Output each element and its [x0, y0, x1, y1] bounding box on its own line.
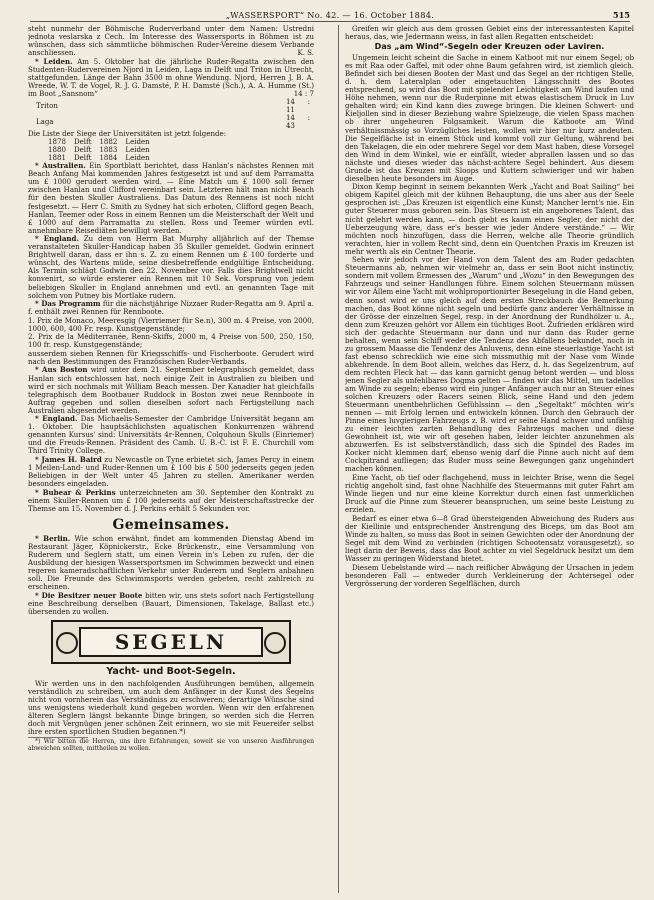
baird-paragraph: * James H. Baird zu Newcastle on Tyne erbietet sich, James Percy in einem 1 Meilen-Land- und Ruder-Rennen um £ 100 bis £ 500 jederseits gegen jeden Beliebigen in der Welt unter 45 Jahren zu stellen. Amerikaner werden besonders eingeladen.: [28, 454, 314, 489]
ornament-right-icon: [264, 632, 286, 654]
intro-paragraph: Greifen wir gleich aus dem grossen Gebiet eins der interessantesten Kapitel heraus, das, wie Jedermann weiss, in fast allen Regatten entscheidet:: [345, 25, 634, 42]
running-header: [30, 9, 630, 22]
article-paragraph: Sehen wir jedoch vor der Hand von dem Talent des am Ruder gedachten Steuermanns ab, nehmen wir vielmehr an, dass er sein Boot nicht instinctiv, sondern mit vollem Ermessen des „Warum“ und „Wozu“ in den Bewegungen des Fahrzeugs und seiner Handlungen führe. Einem solchen Steuermann müssen wir vor Allem eine Yacht mit wohlproportionirter Besegelung in die Hand geben, denn sonst wird er uns gleich auf dem ersten Streckbauch die Bemerkung machen, das Boot könne nicht segeln und bedürfe ganz anderer Verhältnisse in der Grösse der einzelnen Segel, resp. in der Anordnung der Rundhölzer u. A., denn zum Kreuzen gehört vor Allem ein tüchtiges Boot. Zufrieden erklären wird sich der gedachte Steuermann nur dann und nur dann das Ruder gerne behalten, wenn sein Schiff weder die Tendenz des Abfallens bekundet, noch in zu grossem Maasse die Tendenz des Anluvens, denn eine steuerlastige Yacht ist fast ebenso schrecklich wie eine sich missmuthig mit der Nase vom Winde abkehrende. In dem Boot allein, welches das Herz, d. h. das Segelzentrum, auf dem rechten Fleck hat — das kann garnicht genug betont werden — und bloss jenen Segler als unfehlbares Dogma gelten — finden wir das Mittel, um tadellos am Winde zu segeln; ebenso wird ein junger Anfänger auch nur an Steuer eines solchen Kreuzers oder Racers seinen Blick, seine Hand und den jedem Steuermann unentbehrlichen Gefühlssinn — den „Segeltakt“ möchten wir's nennen — mit Erfolg lernen und entwickeln können. Durch den Gebrauch der Pinne eines luvgierigen Fahrzeugs z. B. wird er seine Hand schwer und unfähig zu einer leichten zarten Behandlung des Fahrzeugs machen und diese Gewohnheit ist, wie wir oft gesehen haben, leider leichter anzunehmen als abzuwerfen. Es ist selbstverständlich, dass sich die Spindel des Rades im Kocker nicht klemmen darf, ebenso wenig darf die Pinne auch nicht auf dem Cockpitrand aufliegen; das Ruder muss seine Bewegungen ganz ungehindert machen können.: [345, 255, 634, 474]
bohemia-paragraph: steht nunmehr der Böhmische Ruderverband unter dem Namen: Ustredni jednota veslarska z Cech. Im Interesse des Wassersports in Böhmen ist zu wünschen, dass sich sämmtliche böhmischen Ruder-Vereine diesem Verbande anschliessen. K. S.: [28, 25, 314, 58]
section-title-gemeinsames: Gemeinsames.: [112, 516, 230, 533]
article-paragraph: Bedarf es einer etwa 6—8 Grad übersteigenden Abweichung des Ruders aus der Kiellinie und entsprechender Anstrengung des Biceps, um das Boot am Winde zu halten, so muss das Boot in seinen Gewichten oder der Anordnung der Segel mit dem Wind zu verbinden (richtigen Schootensatz vorausgesetzt), so liegt darin der Beweis, dass das Boot achter zu viel Segeldruck besitzt um dem Wasser zu geringen Widerstand bietet.: [345, 513, 634, 563]
australien-paragraph: * Australien. Ein Sportblatt berichtet, dass Hanlan's nächstes Rennen mit Beach Anfang Mai kommenden Jahres festgesetzt ist und auf dem Parramatta um £ 1000 gerudert werden wird. — Eine Match um £ 1000 soll ferner zwischen Hanlan und Clifford vereinbart sein. Letzteren hält man nicht Beach für den besten Skuller Australiens. Das Datum des Rennens ist noch nicht festgesetzt. — Herr C. Smith zu Sydney hat sich erboten, Clifford gegen Beach, Hanlan, Teemer oder Ross in einem Rennen um die Meisterschaft der Welt und £ 1000 auf dem Parramatta zu stellen. Ross und Teemer würden evtl. annehmbare Reisediäten bewilligt werden.: [28, 161, 314, 235]
regatta-results-table: [36, 98, 314, 130]
article-title: Das „am Wind“-Segeln oder Kreuzen oder Laviren.: [374, 42, 605, 52]
leiden-lead: * Leiden.: [35, 56, 73, 66]
segeln-section-banner: [51, 620, 291, 664]
table-row: 1878 Delft 1882 Leiden: [48, 137, 150, 147]
table-row: 1880 Delft 1883 Leiden: [48, 145, 150, 155]
yacht-title: Yacht- und Boot-Segeln.: [106, 665, 236, 677]
prize-item: 1. Prix de Monaco, Meeresgig (Vierriemer für Se.n), 300 m. 4 Preise, von 2000, 1000, 600, 400 Fr. resp. Kunstgegenstände;: [28, 315, 314, 333]
berlin-paragraph: * Berlin. Wie schon erwähnt, findet am kommenden Dienstag Abend im Restaurant Jäger, Köpnickerstr., Ecke Brückenstr., eine Versammlung von Ruderern und Seglern statt, um einen Verein in's Leben zu rufen, der die Ausbildung der hiesigen Wassersportsmen im Schwimmen bezweckt und einen regeren kameradschaftlichen Verkehr unter Ruderern und Seglern anbahnen soll. Die Freunde des Schwimmsports werden gebeten, recht zahlreich zu erscheinen.: [28, 533, 314, 592]
right-column: [345, 25, 634, 895]
programm-tail: ausserdem sieben Rennen für Kriegsschiffs- und Fischerboote. Gerudert wird nach den Bestimmungen des Französischen Ruder-Verbands.: [28, 348, 314, 366]
banner-title: SEGELN: [114, 629, 228, 654]
programm-paragraph: * Das Programm für die nächstjährige Nizzaer Ruder-Regatta am 9. April a. f. enthält zwei Rennen für Rennboote.: [28, 299, 314, 317]
header-title: „WASSERSPORT“ No. 42. — 16. October 1884.: [225, 10, 435, 20]
boote-paragraph: * Die Besitzer neuer Boote bitten wir, uns stets sofort nach Fertigstellung eine Beschreibung derselben (Bauart, Dimensionen, Takelage, Ballast etc.) übersenden zu wollen.: [28, 590, 314, 616]
ornament-left-icon: [56, 632, 78, 654]
boston-paragraph: * Aus Boston wird unter dem 21. September telegraphisch gemeldet, dass Hanlan sich entschlossen hat, noch einige Zeit in Australien zu bleiben und wird er sich nochmals mit William Beach messen. Der Kanadier hat gleichfalls telegraphisch dem Bootbauer Ruddock in Boston zwei neue Rennboote in Auftrag gegeben und sollen dieselben sofort nach Fertigstellung nach Australien abgesendet werden.: [28, 365, 314, 415]
page-number: 515: [612, 10, 630, 20]
article-paragraph: Eine Yacht, ob tief oder flachgehend, muss in leichter Brise, wenn die Segel richtig angeholt sind, fast ohne Nachhilfe des Steuermanns mit guter Fahrt am Winde liegen und nur eine kleine Korrektur durch einen fast unmerklichen Druck auf die Pinne zum Steuerer beanspruchen, um seine beste Leistung zu erzielen.: [345, 473, 634, 515]
winners-table: [48, 138, 158, 162]
signature: K. S.: [297, 48, 314, 58]
article-paragraph: Ungemein leicht scheint die Sache in einem Katboot mit nur einem Segel; ob es mit Raa oder Gaffel, mit oder ohne Baum gefahren wird, ist ziemlich gleich. Befindet sich bei diesen Booten der Mast und das Segel an der richtigen Stelle, d. h. dem Lateralplan oder eingetauchten Längsschnitt des Bootes entsprechend, so wird das Boot mit spielender Leichtigkeit am Wind laufen und Höhe nehmen, wenn nur die Ruderpinne mit etwas elastischem Druck in Luv gehalten wird; ein Kind kann dies zuwege bringen. Die kleinen Schwert- und Kieljollen sind in dieser Beziehung wahre Spielzeuge, die vielen Spass machen ob ihrer ungeheuren Folgsamkeit. Warum die Katboote am Wind verhältnissmässig so Vorzügliches leisten, wollen wir hier nur kurz andeuten. Die Segelfläche ist in einem Stück und kommt voll zur Geltung, während bei den Takelagen, die ein oder mehrere Segel vor dem Mast haben, diese Vorsegel den Wind in dem Winkel, wie er einfällt, wieder abprallen lassen und so das nächste und dieses wieder das nächst-achtere Segel behindert. Aus diesem Grunde ist das Kreuzen mit Sloops und Kuttern schwieriger und wir haben dieselben heute besonders im Auge.: [345, 53, 634, 183]
england-paragraph-1: * England. Zu dem von Herrn Bat Murphy alljährlich auf der Themse veranstalteten Skuller-Handicap haben 35 Skuller gemeldet. Godwin erinnert Brightwell daran, dass er ihn s. Z. zu einem Rennen um £ 100 forderte und wünscht, des Wartens müde, seine diesbetreffende endgültige Entscheidung. Als Termin schlägt Godwin den 22. November vor. Falls dies Brightwell nicht konvenirt, so würde ersterer ein Rennen mit 10 Sek. Vorsprung von jedem beliebigen Skuller in England annehmen und evtl. an genannten Tage mit solchem von Putney bis Mortlake rudern.: [28, 234, 314, 300]
yacht-intro-paragraph: Wir werden uns in den nachfolgenden Ausführungen bemühen, allgemein verständlich zu schreiben, um auch dem Anfänger in der Kunst des Segelns nicht von vornherein das Verständniss zu erschweren; derartige Wünsche sind uns wenigstens wiederholt kund gegeben worden. Wenn wir den erfahrenen älteren Seglern längst bekannte Dinge bringen, so werden sich die Herren doch mit Vergnügen jener schönen Zeit erinnern, wo sie mit Feuereifer selbst ihre ersten sportlichen Studien begannen.*): [28, 678, 314, 737]
banner-frame: [79, 627, 263, 657]
prize-item: 2. Prix de la Méditerranée, Renn-Skiffs, 2000 m, 4 Preise von 500, 250, 150, 100 fr. resp. Kunstgegenstände;: [28, 332, 314, 350]
leiden-paragraph: * Leiden. Am 5. Oktober hat die jährliche Ruder-Regatta zwischen den Studenten-Rudervereinen Njord in Leiden, Laga in Delft und Triton in Utrecht, stattgefunden. Länge der Bahn 3500 m ohne Wendung. Njord, Herren J. B. A. Wreede, W. T. de Vogel, R. J. G. Damsté, P. H. Damsté (Sch.), A. A. Humme (St.) im Boot „Sansnom“ 14 : 7: [28, 56, 314, 98]
table-row: 1881 Delft 1884 Leiden: [48, 153, 150, 163]
column-divider: [338, 25, 339, 893]
table-row: Laga 14 : 43: [36, 113, 310, 131]
table-row: Triton 14 : 11: [36, 96, 310, 114]
winners-intro: Die Liste der Siege der Universitäten ist jetzt folgende:: [28, 129, 227, 139]
footnote: *) Wir bitten die Herren, uns ihre Erfahrungen, soweit sie von unseren Ausführungen abweichen sollten, mittheilen zu wollen.: [28, 738, 314, 753]
njord-time: 14 : 7: [293, 88, 314, 98]
article-paragraph: Dixon Kemp beginnt in seinem bekannten Werk „Yacht and Boat Sailing“ bei obigem Kapitel gleich mit der kühnen Behauptung, die uns aber aus der Seele gesprochen ist: „Das Kreuzen ist eigentlich eine Kunst; Mancher lernt's nie. Ein guter Steuerer muss geboren sein. Das Steuern ist ein angeborenes Talent, das nicht gelehrt werden kann, — doch giebt es kaum einen Segler, der nicht der Ueberzeugung wäre, dass er's besser wie jeder Andere verstände.“ — Wir möchten noch hinzufügen, dass die Herren, welche alle Theorie gründlich verachten, hier in vollem Recht sind, denn ein Quentchen Praxis im Kreuzen ist mehr werth als ein Centner Theorie.: [345, 182, 634, 256]
england-paragraph-2: * England. Das Michaelis-Semester der Cambridge Universität begann am 1. Oktober. Die hauptsächlichsten aquatischen Konkurrenzen während genannten Kursus' sind: Universitäts 4r-Rennen, Colquhoun Skulls (Einriemer) und die Freuds-Rennen. Präsident des Camb. U. B.-C. ist F. E. Churchill vom Third Trinity College.: [28, 414, 314, 456]
article-paragraph: Diesem Uebelstande wird — nach reiflicher Abwägung der Ursachen in jedem besonderen Fall — entweder durch Verkleinerung der Achtersegel oder Vergrösserung der vorderen Segelflächen, durch: [345, 562, 634, 588]
left-column: [28, 25, 314, 895]
bubear-paragraph: * Bubear & Perkins unterzeichneten am 30. September den Kontrakt zu einem Skuller-Rennen um £ 100 jederseits auf der Meisterschaftsstrecke der Themse am 15. November d. J. Perkins erhält 5 Sekunden vor.: [28, 487, 314, 513]
